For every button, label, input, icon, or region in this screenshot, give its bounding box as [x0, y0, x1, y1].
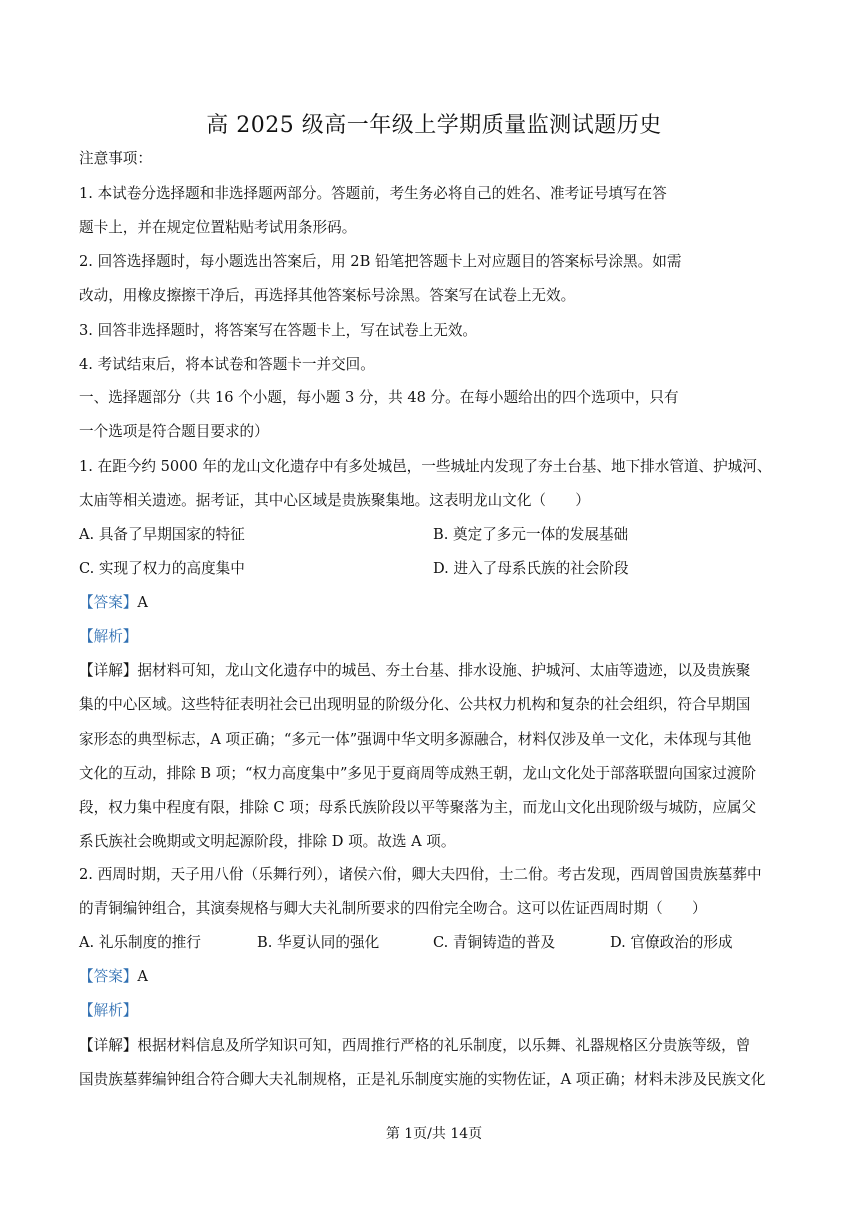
detail-line: 系氏族社会晚期或文明起源阶段，排除 D 项。故选 A 项。 — [79, 833, 456, 850]
option-b: B. 华夏认同的强化 — [257, 934, 380, 951]
analysis-tag: 【解析】 — [79, 1002, 138, 1019]
detail-line — [79, 1036, 791, 1056]
detail-text: 根据材料信息及所学知识可知，西周推行严格的礼乐制度，以乐舞、礼器规格区分贵族等级，曾 — [137, 1037, 751, 1054]
question-stem: 2. 西周时期，天子用八佾（乐舞行列），诸侯六佾，卿大夫四佾，士二佾。考古发现，西周曾国贵族墓葬中 — [79, 866, 762, 883]
detail-line: 文化的互动，排除 B 项；“权力高度集中”多见于夏商周等成熟王朝，龙山文化处于部落联盟向国家过渡阶 — [79, 765, 757, 782]
detail-tag: 【详解】 — [79, 1037, 138, 1054]
answer-value: A — [137, 594, 148, 611]
answer-tag: 【答案】 — [79, 594, 138, 611]
notice-line: 2. 回答选择题时，每小题选出答案后，用 2B 铅笔把答题卡上对应题目的答案标号涂黑。如需 — [79, 253, 682, 270]
detail-line: 家形态的典型标志，A 项正确；“多元一体”强调中华文明多源融合，材料仅涉及单一文化，未体现与其他 — [79, 731, 752, 748]
option-a: A. 具备了早期国家的特征 — [79, 526, 245, 543]
answer-line — [79, 593, 791, 613]
notice-line: 1. 本试卷分选择题和非选择题两部分。答题前，考生务必将自己的姓名、准考证号填写在答 — [79, 185, 667, 202]
notice-heading: 注意事项： — [79, 150, 152, 167]
page-footer: 第 1页/共 14页 — [385, 1126, 483, 1142]
detail-line: 集的中心区域。这些特征表明社会已出现明显的阶级分化、公共权力机构和复杂的社会组织，符合早期国 — [79, 696, 751, 713]
question-stem: 太庙等相关遗迹。据考证，其中心区域是贵族聚集地。这表明龙山文化（ ） — [79, 492, 590, 509]
question-stem: 1. 在距今约 5000 年的龙山文化遗存中有多处城邑，一些城址内发现了夯土台基、地下排水管道、护城河、 — [79, 458, 772, 475]
option-b: B. 奠定了多元一体的发展基础 — [433, 526, 629, 543]
detail-text: 据材料可知，龙山文化遗存中的城邑、夯土台基、排水设施、护城河、太庙等遗迹，以及贵族聚 — [137, 662, 751, 679]
notice-line: 4. 考试结束后，将本试卷和答题卡一并交回。 — [79, 356, 375, 373]
question-stem: 的青铜编钟组合，其演奏规格与卿大夫礼制所要求的四佾完全吻合。这可以佐证西周时期（ ） — [79, 900, 707, 917]
section-heading: 一个选项是符合题目要求的） — [79, 423, 269, 440]
analysis-line — [79, 1001, 791, 1021]
option-c: C. 青铜铸造的普及 — [433, 934, 556, 951]
option-d: D. 进入了母系氏族的社会阶段 — [433, 560, 629, 577]
analysis-tag: 【解析】 — [79, 628, 138, 645]
option-d: D. 官僚政治的形成 — [610, 934, 733, 951]
detail-tag: 【详解】 — [79, 662, 138, 679]
option-a: A. 礼乐制度的推行 — [79, 934, 201, 951]
notice-line: 改动，用橡皮擦擦干净后，再选择其他答案标号涂黑。答案写在试卷上无效。 — [79, 287, 576, 304]
page-title: 高 2025 级高一年级上学期质量监测试题历史 — [206, 113, 662, 138]
answer-tag: 【答案】 — [79, 968, 138, 985]
notice-line: 题卡上，并在规定位置粘贴考试用条形码。 — [79, 219, 357, 236]
detail-line — [79, 661, 791, 681]
section-heading: 一、选择题部分（共 16 个小题，每小题 3 分，共 48 分。在每小题给出的四个选项中，只有 — [79, 389, 679, 406]
detail-line: 国贵族墓葬编钟组合符合卿大夫礼制规格，正是礼乐制度实施的实物佐证，A 项正确；材料未涉及民族文化 — [79, 1071, 766, 1088]
analysis-line — [79, 627, 791, 647]
option-c: C. 实现了权力的高度集中 — [79, 560, 245, 577]
notice-line: 3. 回答非选择题时，将答案写在答题卡上，写在试卷上无效。 — [79, 322, 478, 339]
detail-line: 段，权力集中程度有限，排除 C 项；母系氏族阶段以平等聚落为主，而龙山文化出现阶级与城防，应属父 — [79, 799, 757, 816]
answer-value: A — [137, 968, 148, 985]
answer-line — [79, 967, 791, 987]
